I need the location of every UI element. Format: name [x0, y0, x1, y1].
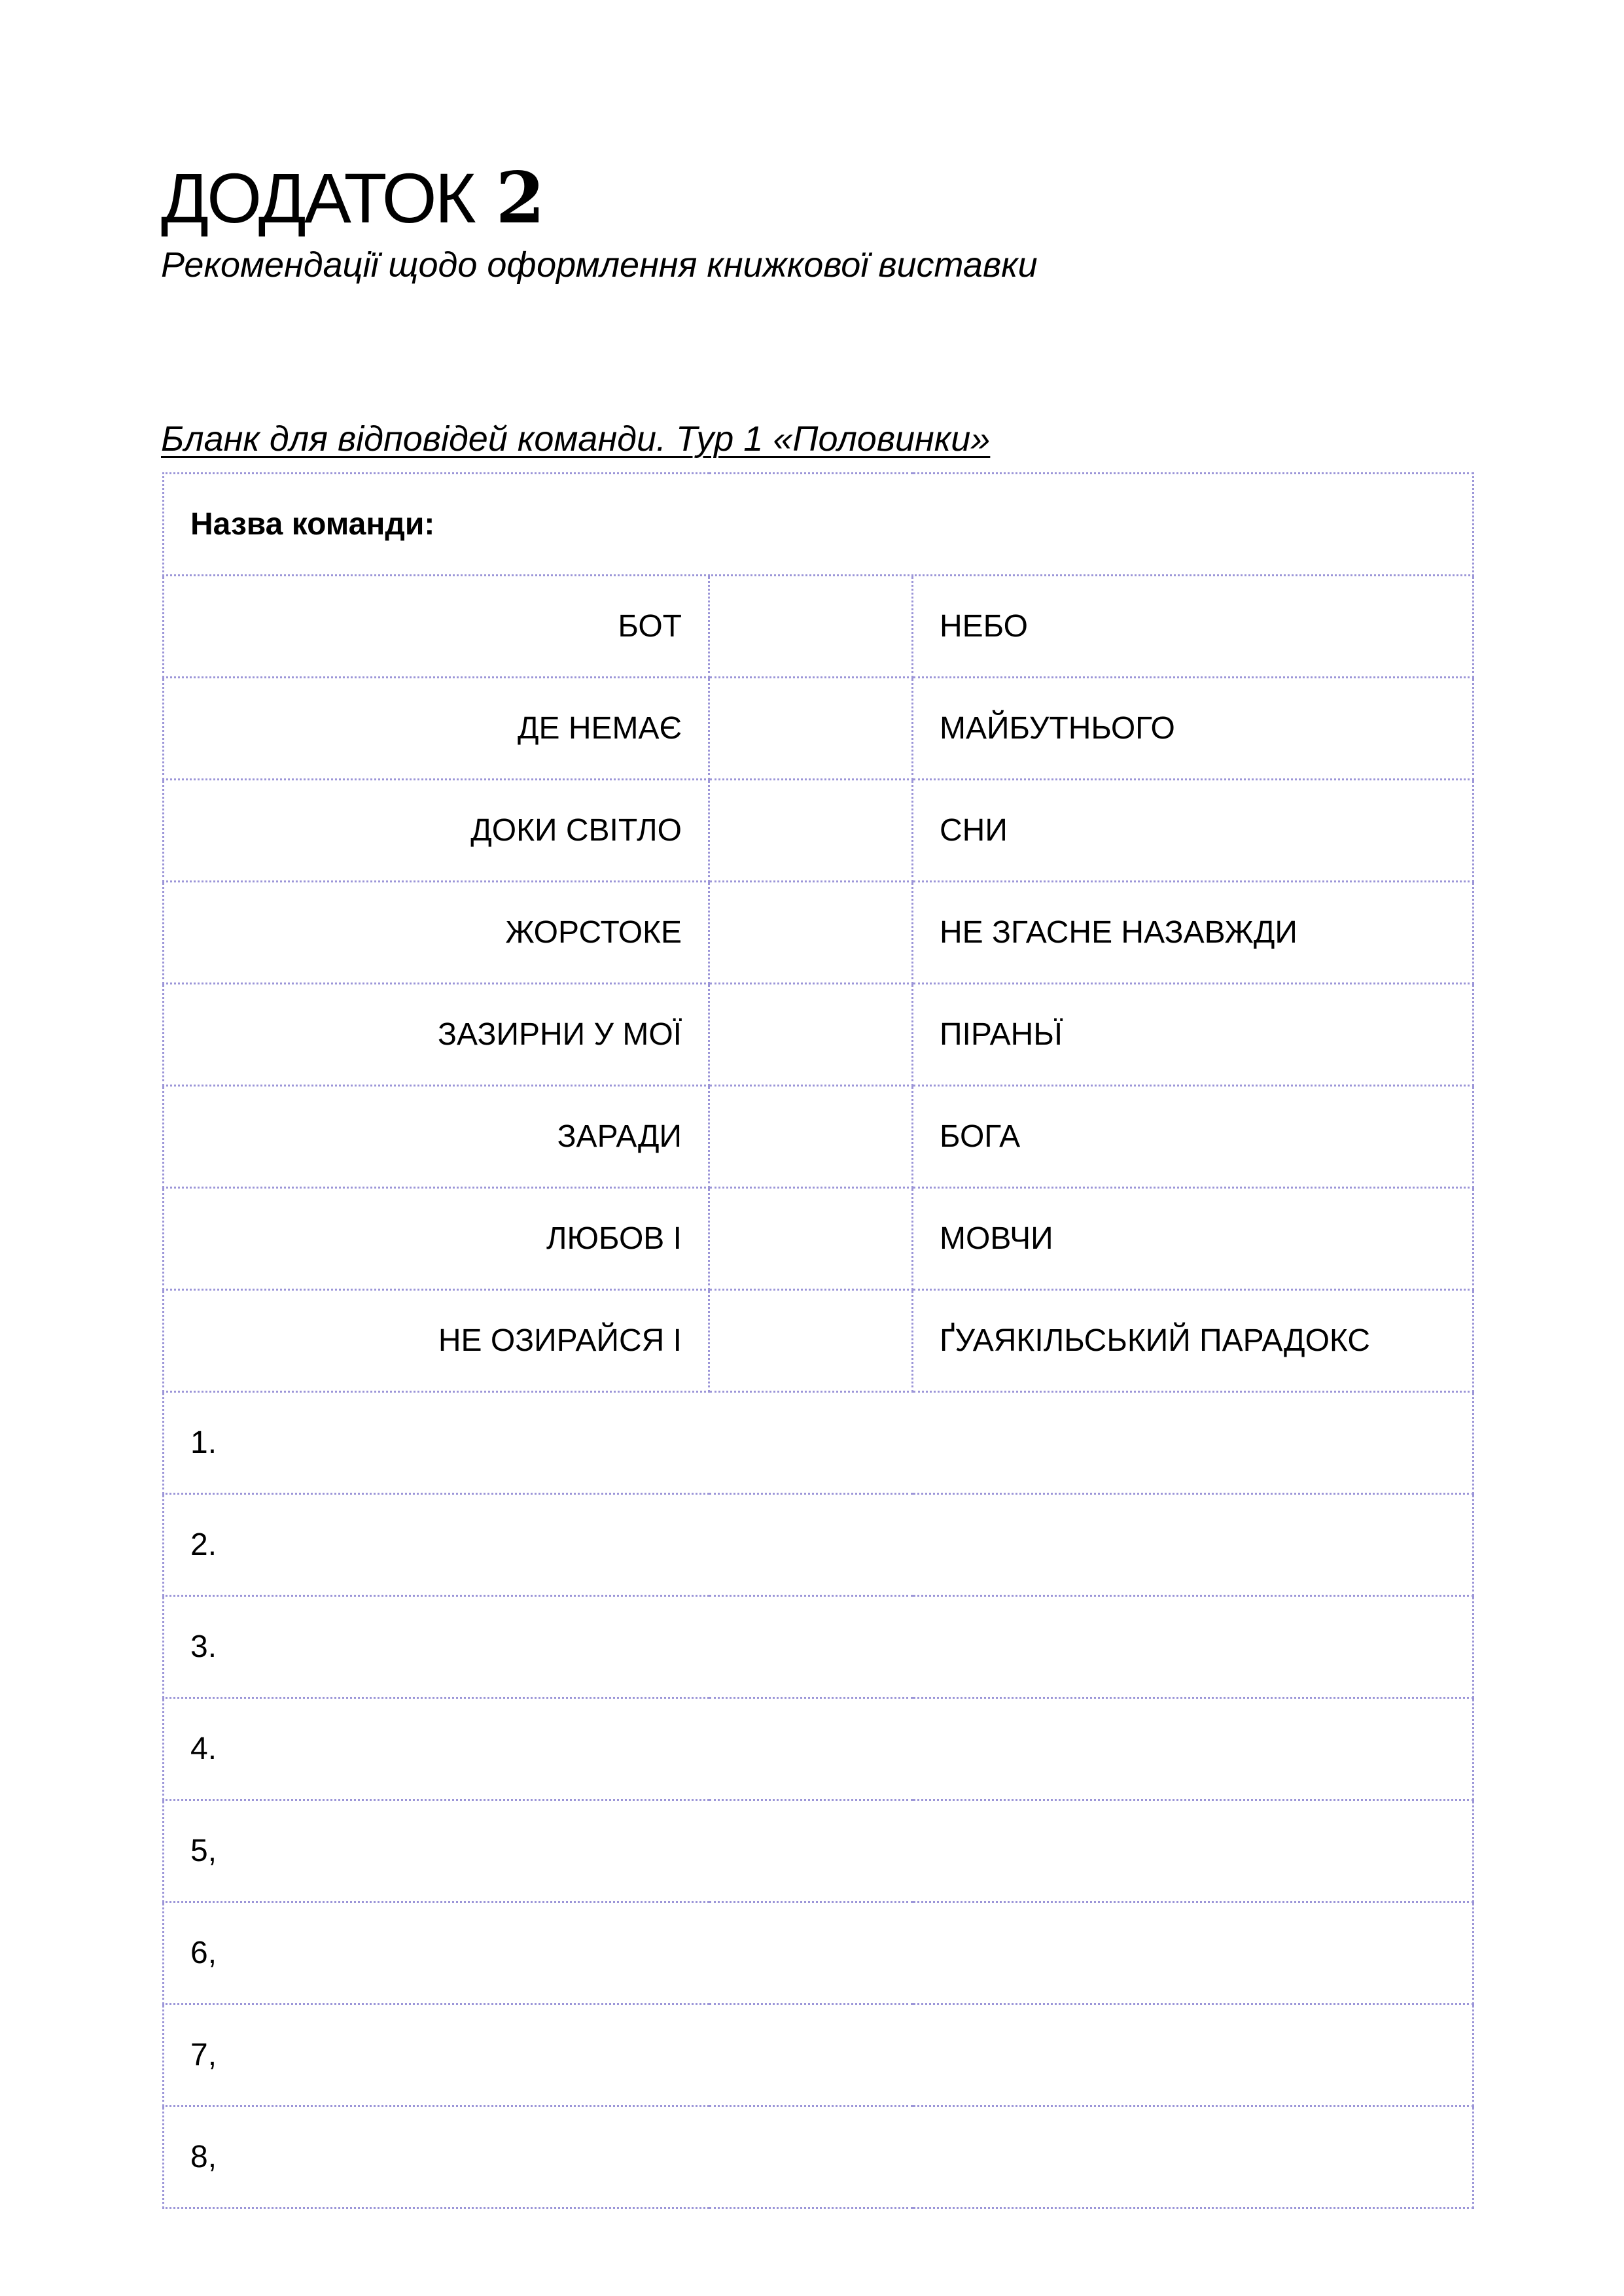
pair-left-part: ЛЮБОВ І: [164, 1188, 709, 1290]
answer-field[interactable]: [164, 1698, 1474, 1800]
answer-field[interactable]: [164, 1800, 1474, 1902]
pair-row: [164, 678, 1474, 780]
pair-right-part: МОВЧИ: [913, 1188, 1474, 1290]
answer-number: 3.: [190, 1629, 217, 1664]
team-name-row: [164, 474, 1474, 576]
answer-form-table: [162, 472, 1474, 2209]
appendix-heading-text: ДОДАТОК: [161, 158, 474, 237]
answer-number: 6,: [190, 1935, 217, 1970]
pair-right-part: НЕБО: [913, 576, 1474, 678]
answer-row: [164, 2106, 1474, 2208]
pair-row: [164, 882, 1474, 984]
answer-number: 4.: [190, 1731, 217, 1766]
pair-row: [164, 1086, 1474, 1188]
pair-row: [164, 1188, 1474, 1290]
answer-number: 8,: [190, 2139, 217, 2174]
pair-row: [164, 984, 1474, 1086]
pair-blank-cell[interactable]: [709, 882, 913, 984]
answer-row: [164, 1392, 1474, 1494]
pair-left-part: БОТ: [164, 576, 709, 678]
team-name-field[interactable]: [164, 474, 1474, 576]
answer-field[interactable]: [164, 2004, 1474, 2106]
pair-right-part: МАЙБУТНЬОГО: [913, 678, 1474, 780]
pair-blank-cell[interactable]: [709, 984, 913, 1086]
pair-left-part: НЕ ОЗИРАЙСЯ І: [164, 1290, 709, 1392]
appendix-heading: [161, 156, 545, 241]
pair-left-part: ДЕ НЕМАЄ: [164, 678, 709, 780]
answer-form-title: Бланк для відповідей команди. Тур 1 «Половинки»: [161, 419, 991, 459]
pair-blank-cell[interactable]: [709, 1290, 913, 1392]
appendix-number: 2: [495, 157, 545, 239]
pair-right-part: ҐУАЯКІЛЬСЬКИЙ ПАРАДОКС: [913, 1290, 1474, 1392]
pair-row: [164, 576, 1474, 678]
pair-blank-cell[interactable]: [709, 576, 913, 678]
pair-left-part: ДОКИ СВІТЛО: [164, 780, 709, 882]
pair-blank-cell[interactable]: [709, 780, 913, 882]
pair-right-part: СНИ: [913, 780, 1474, 882]
answer-number: 5,: [190, 1833, 217, 1868]
answer-number: 1.: [190, 1425, 217, 1460]
answer-field[interactable]: [164, 1902, 1474, 2004]
answer-row: [164, 1800, 1474, 1902]
pair-left-part: ЖОРСТОКЕ: [164, 882, 709, 984]
pair-row: [164, 1290, 1474, 1392]
pair-left-part: ЗАЗИРНИ У МОЇ: [164, 984, 709, 1086]
pair-blank-cell[interactable]: [709, 1086, 913, 1188]
answer-field[interactable]: [164, 1392, 1474, 1494]
pair-blank-cell[interactable]: [709, 678, 913, 780]
answer-number: 2.: [190, 1527, 217, 1562]
pair-blank-cell[interactable]: [709, 1188, 913, 1290]
answer-row: [164, 2004, 1474, 2106]
answer-number: 7,: [190, 2037, 217, 2072]
pair-row: [164, 780, 1474, 882]
answer-row: [164, 1698, 1474, 1800]
answer-field[interactable]: [164, 1494, 1474, 1596]
pair-right-part: НЕ ЗГАСНЕ НАЗАВЖДИ: [913, 882, 1474, 984]
answer-field[interactable]: [164, 1596, 1474, 1698]
pair-right-part: ПІРАНЬЇ: [913, 984, 1474, 1086]
answer-row: [164, 1596, 1474, 1698]
answer-row: [164, 1494, 1474, 1596]
pair-left-part: ЗАРАДИ: [164, 1086, 709, 1188]
appendix-subtitle: Рекомендації щодо оформлення книжкової виставки: [161, 245, 1038, 285]
pair-right-part: БОГА: [913, 1086, 1474, 1188]
team-name-label: Назва команди:: [190, 506, 435, 542]
answer-field[interactable]: [164, 2106, 1474, 2208]
answer-row: [164, 1902, 1474, 2004]
